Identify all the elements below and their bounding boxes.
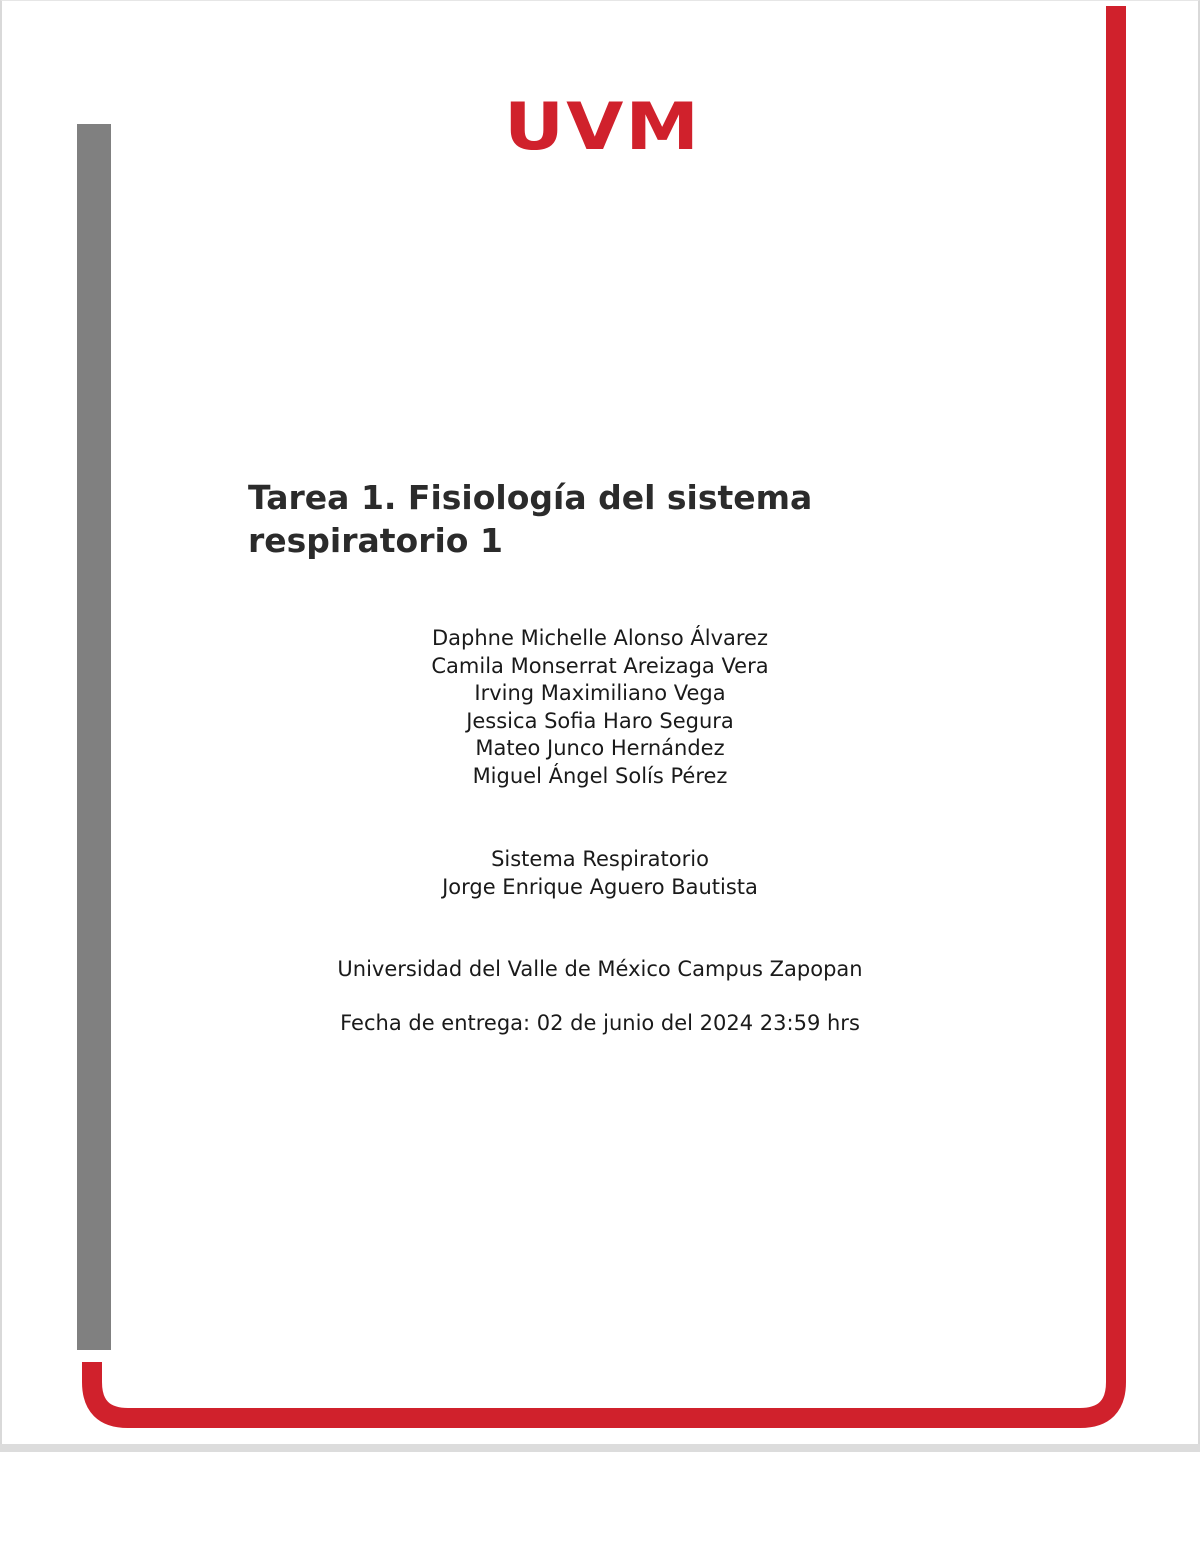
title-line-2: respiratorio 1 bbox=[248, 521, 503, 560]
author-name: Camila Monserrat Areizaga Vera bbox=[431, 653, 769, 678]
author-name: Jessica Sofia Haro Segura bbox=[466, 708, 734, 733]
uvm-logo: UVM bbox=[504, 89, 701, 165]
author-name: Mateo Junco Hernández bbox=[475, 736, 725, 760]
university-name: Universidad del Valle de México Campus Zapopan bbox=[337, 957, 863, 981]
document-title bbox=[248, 476, 948, 562]
course-subject: Sistema Respiratorio bbox=[491, 847, 709, 871]
author-name: Miguel Ángel Solís Pérez bbox=[472, 763, 728, 788]
author-list bbox=[300, 625, 900, 790]
title-line-1: Tarea 1. Fisiología del sistema bbox=[248, 478, 813, 517]
course-professor: Jorge Enrique Aguero Bautista bbox=[442, 874, 758, 899]
author-name: Irving Maximiliano Vega bbox=[474, 681, 726, 705]
course-info bbox=[300, 846, 900, 901]
author-name: Daphne Michelle Alonso Álvarez bbox=[431, 626, 768, 650]
due-date: Fecha de entrega: 02 de junio del 2024 23:59 hrs bbox=[340, 1011, 860, 1035]
